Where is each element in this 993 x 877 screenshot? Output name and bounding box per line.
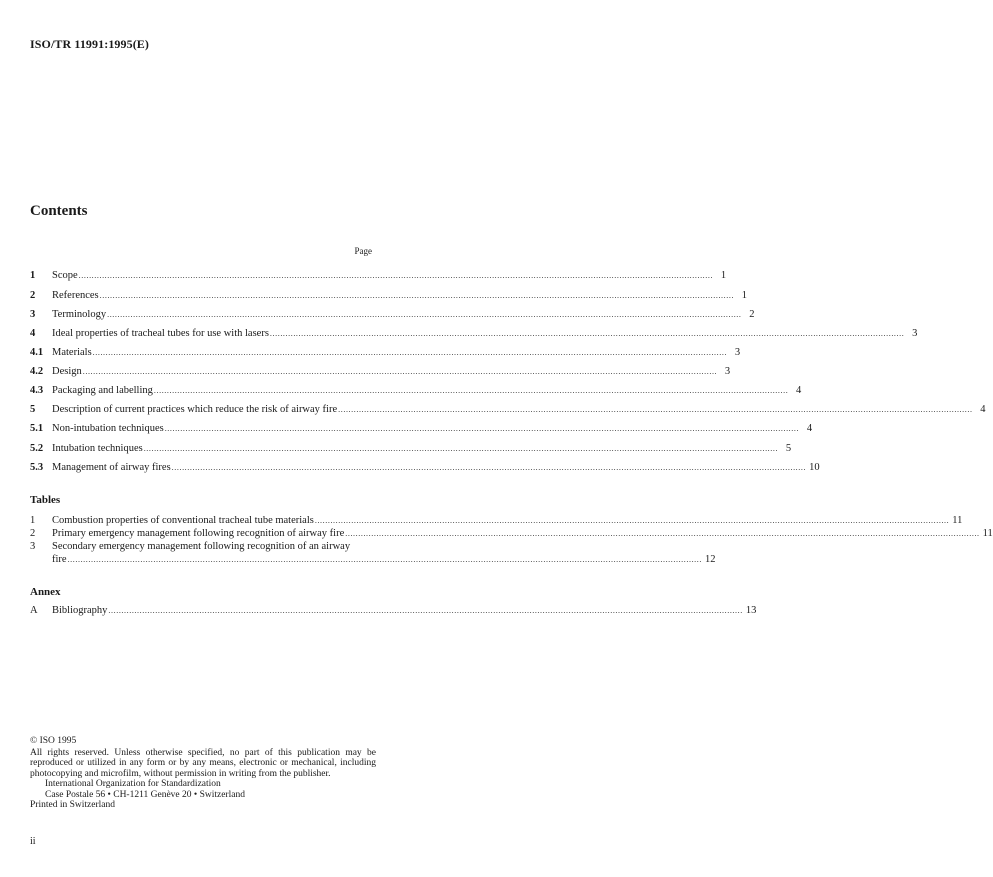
annex-page: 13 [745, 605, 757, 616]
toc-entry[interactable] [30, 269, 727, 283]
table-page: 12 [704, 554, 716, 565]
toc-page: 3 [724, 366, 731, 377]
toc-number: 4.1 [30, 347, 44, 358]
organization-address: Case Postale 56 • CH-1211 Genève 20 • Switzerland [45, 789, 245, 800]
toc-entry[interactable] [30, 346, 741, 360]
table-page: 11 [952, 515, 963, 526]
leader-dots [100, 289, 734, 303]
leader-dots [108, 604, 742, 617]
toc-entry[interactable] [30, 461, 820, 475]
leader-dots [93, 346, 727, 360]
copyright-line: © ISO 1995 [30, 736, 77, 746]
table-title: Primary emergency management following recognition of airway fire [52, 528, 345, 539]
leader-dots [83, 365, 717, 379]
toc-title: Description of current practices which reduce the risk of airway fire [52, 404, 338, 415]
annex-entry[interactable] [30, 604, 757, 617]
organization-name: International Organization for Standardization [45, 779, 221, 789]
table-entry[interactable] [30, 514, 963, 527]
toc-number: 1 [30, 270, 36, 281]
toc-title: Design [52, 366, 82, 377]
toc-title: Management of airway fires [52, 462, 171, 473]
toc-number: 5.2 [30, 443, 44, 454]
toc-page: 4 [806, 423, 813, 434]
toc-entry[interactable] [30, 327, 918, 341]
toc-page: 4 [796, 385, 802, 396]
toc-title: Packaging and labelling [52, 385, 153, 396]
toc-number: 5.1 [30, 423, 44, 434]
leader-dots [270, 327, 904, 341]
toc-number: 2 [30, 290, 36, 301]
table-title-line-1: Secondary emergency management following recognition of an airway [52, 541, 351, 552]
table-entry[interactable] [30, 527, 993, 540]
table-number: 3 [30, 541, 36, 552]
table-number: 1 [30, 515, 36, 526]
leader-dots [315, 514, 949, 527]
table-title: Combustion properties of conventional tracheal tube materials [52, 515, 314, 526]
contents-title: Contents [30, 203, 88, 219]
toc-entry[interactable] [30, 289, 748, 303]
toc-entry[interactable] [30, 365, 731, 379]
toc-title: Scope [52, 270, 78, 281]
toc-entry[interactable] [30, 308, 755, 322]
toc-title: Terminology [52, 309, 107, 320]
toc-number: 5.3 [30, 462, 44, 473]
leader-dots [144, 442, 778, 456]
document-id: ISO/TR 11991:1995(E) [30, 37, 150, 51]
copyright-block [30, 736, 376, 811]
page-number: ii [30, 836, 36, 847]
table-page: 11 [982, 528, 993, 539]
toc-page: 4 [980, 404, 986, 415]
toc-title: Ideal properties of tracheal tubes for use with lasers [52, 328, 269, 339]
table-number: 2 [30, 528, 36, 539]
leader-dots [172, 461, 806, 475]
toc-number: 4.2 [30, 366, 44, 377]
annex-title: Bibliography [52, 605, 108, 616]
toc-number: 3 [30, 309, 36, 320]
toc-number: 4 [30, 328, 36, 339]
toc-entry[interactable] [30, 403, 986, 417]
toc-page: 3 [912, 328, 918, 339]
printed-in: Printed in Switzerland [30, 800, 115, 810]
table-title-line-2: fire [52, 554, 67, 565]
toc-entry[interactable] [30, 384, 802, 398]
copyright-text: All rights reserved. Unless otherwise specified, no part of this publication may be reproduced or utilized in any form or by any means, electronic or mechanical, including photocopying and microfilm, without permission in writing from the publisher. [30, 747, 376, 779]
toc-page: 1 [741, 290, 748, 301]
tables-heading: Tables [30, 494, 61, 506]
table-entry[interactable] [30, 540, 716, 566]
toc-page: 2 [749, 309, 755, 320]
page-column-label: Page [354, 246, 372, 256]
leader-dots [165, 422, 799, 436]
toc-page: 1 [720, 270, 727, 281]
annex-heading: Annex [30, 586, 61, 598]
toc-page: 5 [785, 443, 792, 454]
toc-title: Intubation techniques [52, 443, 143, 454]
toc-entry[interactable] [30, 442, 792, 456]
toc-title: Materials [52, 347, 92, 358]
annex-letter: A [30, 605, 38, 616]
leader-dots [68, 553, 702, 566]
leader-dots [338, 403, 972, 417]
leader-dots [154, 384, 788, 398]
toc-title: References [52, 290, 99, 301]
toc-entry[interactable] [30, 422, 813, 436]
toc-number: 4.3 [30, 385, 44, 396]
toc-title: Non-intubation techniques [52, 423, 164, 434]
toc-number: 5 [30, 404, 36, 415]
leader-dots [345, 527, 979, 540]
leader-dots [79, 269, 713, 283]
toc-page: 3 [734, 347, 741, 358]
leader-dots [107, 308, 741, 322]
toc-page: 10 [809, 462, 820, 473]
